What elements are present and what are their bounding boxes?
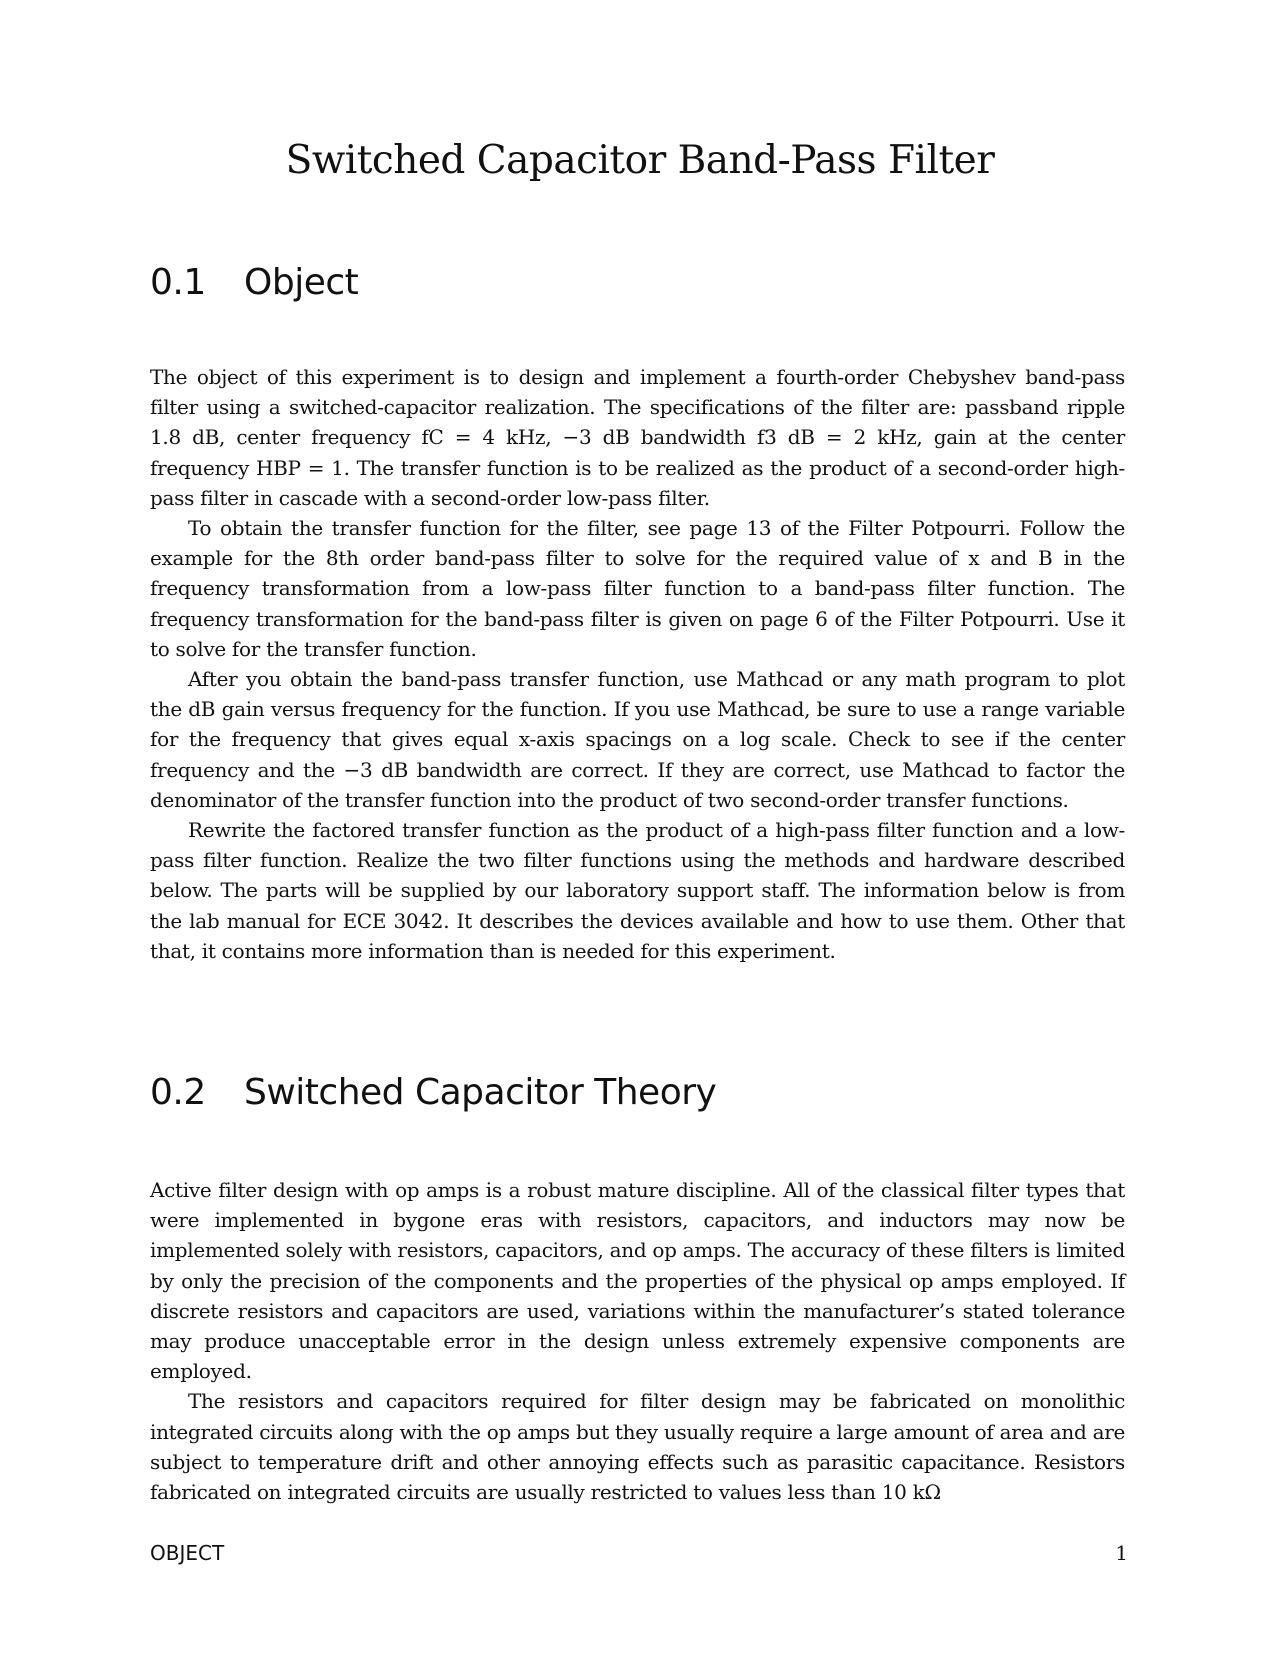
page-number: 1 — [1115, 1541, 1128, 1565]
page-title: Switched Capacitor Band-Pass Filter — [285, 138, 995, 183]
theory-section-body — [150, 1175, 1125, 1507]
paragraph: Active filter design with op amps is a robust mature discipline. All of the classical filter types that were implemented in bygone eras with resistors, capacitors, and inductors may now be implemented solely with resistors, capacitors, and op amps. The accuracy of these filters is limited by only the precision of the components and the properties of the physical op amps employed. If discrete resistors and capacitors are used, variations within the manufacturer’s stated tolerance may produce unacceptable error in the design unless extremely expensive components are employed. — [150, 1178, 1125, 1384]
paragraph: The object of this experiment is to design and implement a fourth-order Chebyshev band-pass filter using a switched-capacitor realization. The specifications of the filter are: passband ripple 1.8 dB, center frequency fC = 4 kHz, −3 dB bandwidth f3 dB = 2 kHz, gain at the center frequency HBP = 1. The transfer function is to be realized as the product of a second-order high-pass filter in cascade with a second-order low-pass filter. — [150, 365, 1125, 510]
paragraph: After you obtain the band-pass transfer function, use Mathcad or any math program to plot the dB gain versus frequency for the function. If you use Mathcad, be sure to use a range variable for the frequency that gives equal x-axis spacings on a log scale. Check to see if the center frequency and the −3 dB bandwidth are correct. If they are correct, use Mathcad to factor the denominator of the transfer function into the product of two second-order transfer functions. — [150, 667, 1125, 812]
section-number: 0.1 — [150, 262, 206, 303]
section-number: 0.2 — [150, 1072, 206, 1113]
object-section-body — [150, 362, 1125, 966]
section-title: Switched Capacitor Theory — [244, 1072, 717, 1113]
section-heading-object — [150, 262, 358, 303]
footer-section-label: OBJECT — [150, 1541, 225, 1565]
paragraph: Rewrite the factored transfer function as the product of a high-pass filter function and a low-pass filter function. Realize the two filter functions using the methods and hardware described below. The parts will be supplied by our laboratory support staff. The information below is from the lab manual for ECE 3042. It describes the devices available and how to use them. Other that that, it contains more information than is needed for this experiment. — [150, 818, 1125, 963]
section-heading-theory — [150, 1072, 716, 1113]
section-title: Object — [244, 262, 359, 303]
paragraph: The resistors and capacitors required for filter design may be fabricated on monolithic integrated circuits along with the op amps but they usually require a large amount of area and are subject to temperature drift and other annoying effects such as parasitic capacitance. Resistors fabricated on integrated circuits are usually restricted to values less than 10 kΩ — [150, 1389, 1125, 1505]
paragraph: To obtain the transfer function for the filter, see page 13 of the Filter Potpourri. Follow the example for the 8th order band-pass filter to solve for the required value of x and B in the frequency transformation from a low-pass filter function to a band-pass filter function. The frequency transformation for the band-pass filter is given on page 6 of the Filter Potpourri. Use it to solve for the transfer function. — [150, 516, 1125, 661]
